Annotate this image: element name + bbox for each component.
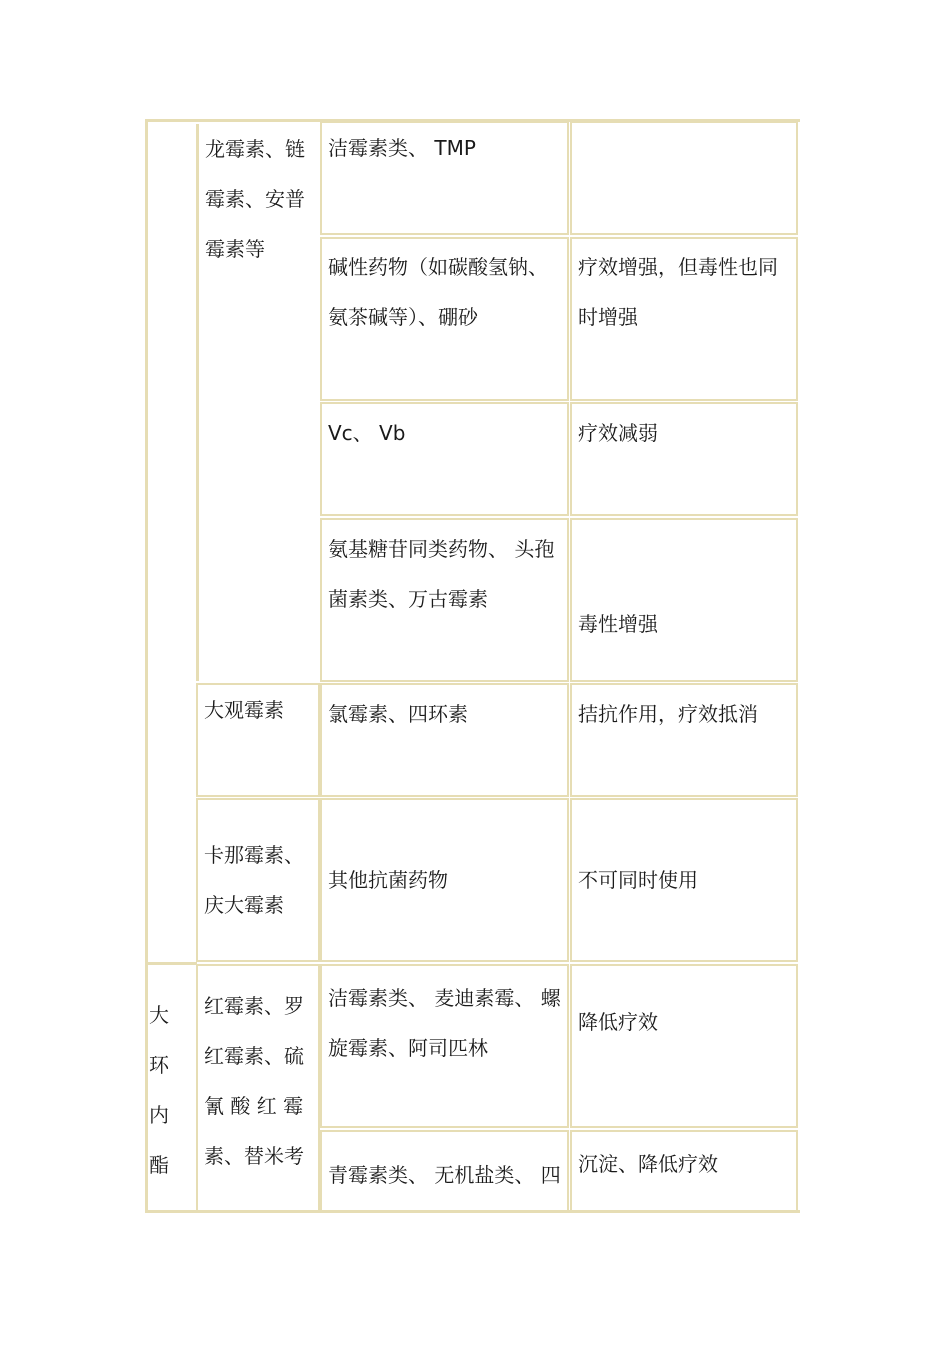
effect-cell-5: 拮抗作用，疗效抵消 xyxy=(570,683,798,797)
category-cell-macrolide: 大 环 内 酯 xyxy=(149,1003,169,1177)
drug-cell-1: 龙霉素、链 霉素、安普 霉素等 xyxy=(196,124,320,681)
effect-cell-3: 疗效减弱 xyxy=(570,402,798,516)
effect-cell-4 xyxy=(570,518,798,682)
interacting-cell-7: 洁霉素类、 麦迪素霉、 螺 旋霉素、阿司匹林 xyxy=(320,964,569,1128)
effect-cell-2: 疗效增强，但毒性也同 时增强 xyxy=(570,237,798,401)
drug-cell-6 xyxy=(196,798,320,962)
effect-cell-4-text: 毒性增强 xyxy=(578,612,658,636)
effect-cell-6-text: 不可同时使用 xyxy=(578,868,698,892)
interacting-cell-1: 洁霉素类、 TMP xyxy=(320,121,569,235)
interacting-cell-5: 氯霉素、四环素 xyxy=(320,683,569,797)
drug-cell-7: 红霉素、罗 红霉素、硫 氰 酸 红 霉 素、替米考 xyxy=(196,964,320,1212)
interacting-cell-3: Vc、 Vb xyxy=(320,402,569,516)
drug-cell-5: 大观霉素 xyxy=(196,683,320,797)
effect-cell-6 xyxy=(570,798,798,962)
effect-cell-8: 沉淀、降低疗效 xyxy=(570,1130,798,1212)
effect-cell-1 xyxy=(570,121,798,235)
interacting-cell-8: 青霉素类、 无机盐类、 四 xyxy=(320,1130,569,1212)
effect-cell-7: 降低疗效 xyxy=(570,964,798,1128)
interacting-cell-6-text: 其他抗菌药物 xyxy=(328,868,448,892)
drug-cell-6-text: 卡那霉素、 庆大霉素 xyxy=(204,843,304,917)
interacting-cell-2: 碱性药物（如碳酸氢钠、 氨茶碱等）、硼砂 xyxy=(320,237,569,401)
interacting-cell-4: 氨基糖苷同类药物、 头孢 菌素类、万古霉素 xyxy=(320,518,569,682)
interacting-cell-6 xyxy=(320,798,569,962)
category-separator xyxy=(145,962,197,965)
